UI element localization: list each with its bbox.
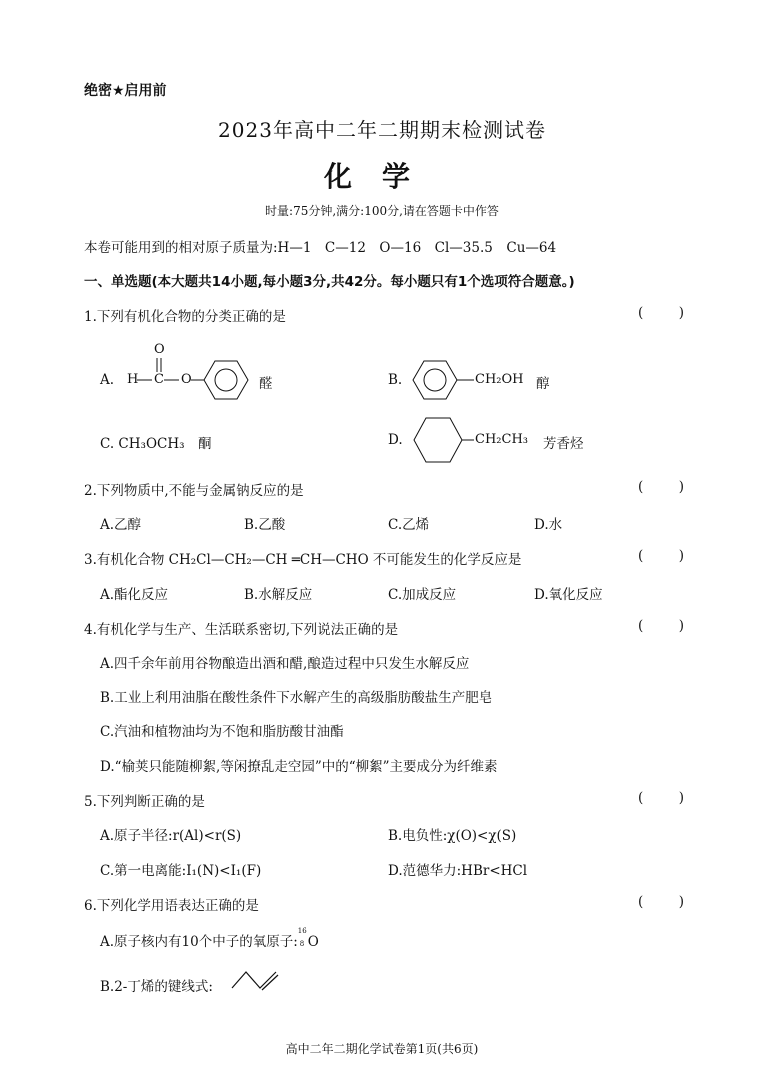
q1-d-class: 芳香烃 [543, 436, 584, 452]
q3-option-a: A.酯化反应 [100, 587, 169, 603]
q1-a-atom-o-carbonyl: O [154, 342, 165, 357]
q1-b-class: 醇 [536, 376, 550, 392]
subject-title: 化学 [323, 160, 440, 193]
q1-option-a-label: A. [100, 372, 115, 388]
q4-stem: 4.有机化学与生产、生活联系密切,下列说法正确的是 [84, 622, 399, 638]
q5-option-c: C.第一电离能:I₁(N)<I₁(F) [100, 863, 262, 879]
q2-option-b: B.乙酸 [244, 517, 286, 533]
q5-option-b: B.电负性:χ(O)<χ(S) [388, 828, 517, 844]
q1-option-b-label: B. [388, 372, 403, 388]
q4-option-a: A.四千余年前用谷物酿造出酒和醋,酿造过程中只发生水解反应 [100, 656, 470, 672]
q1-a-atom-h: H [127, 372, 139, 387]
q5-option-a: A.原子半径:r(Al)<r(S) [100, 828, 242, 844]
q1-a-class: 醛 [259, 376, 273, 392]
q3-option-c: C.加成反应 [388, 587, 457, 603]
q1-option-d-label: D. [388, 432, 403, 448]
q3-option-d: D.氧化反应 [534, 587, 603, 603]
q1-a-atom-c: C [154, 372, 164, 387]
q3-stem: 3.有机化合物 CH₂Cl—CH₂—CH ═CH—CHO 不可能发生的化学反应是 [84, 552, 522, 568]
page-footer: 高中二年二期化学试卷第1页(共6页) [285, 1042, 479, 1056]
confidential-label: 绝密★启用前 [84, 83, 167, 99]
q1-b-group: CH₂OH [475, 372, 524, 387]
q2-stem: 2.下列物质中,不能与金属钠反应的是 [84, 483, 304, 499]
atomic-mass-line: 本卷可能用到的相对原子质量为:H—1 C—12 O—16 Cl—35.5 Cu—64 [84, 240, 557, 256]
q1-stem: 1.下列有机化合物的分类正确的是 [84, 309, 286, 325]
q3-option-b: B.水解反应 [244, 587, 313, 603]
q1-answer-paren: ( ) [638, 305, 684, 321]
q4-option-c: C.汽油和植物油均为不饱和脂肪酸甘油酯 [100, 724, 344, 740]
exam-title: 2023年高中二年二期期末检测试卷 [218, 118, 546, 142]
q5-option-d: D.范德华力:HBr<HCl [388, 863, 528, 879]
q5-answer-paren: ( ) [638, 790, 684, 806]
q1-option-c: C. CH₃OCH₃ 酮 [100, 436, 212, 452]
q2-option-d: D.水 [534, 517, 563, 533]
q2-option-c: C.乙烯 [388, 517, 430, 533]
q6-stem: 6.下列化学用语表达正确的是 [84, 898, 259, 914]
q2-option-a: A.乙醇 [100, 517, 142, 533]
q4-option-b: B.工业上利用油脂在酸性条件下水解产生的高级脂肪酸盐生产肥皂 [100, 690, 493, 706]
q6-answer-paren: ( ) [638, 894, 684, 910]
q1-d-group: CH₂CH₃ [475, 432, 528, 447]
nuclide-notation: 16 8 [297, 927, 307, 948]
q5-stem: 5.下列判断正确的是 [84, 794, 205, 810]
q6-option-a: A.原子核内有10个中子的氧原子: 16 8 O [100, 927, 319, 950]
q1-a-atom-o-ester: O [181, 372, 192, 387]
q6-option-b-label: B.2-丁烯的键线式: [100, 979, 213, 995]
q3-answer-paren: ( ) [638, 548, 684, 564]
q2-answer-paren: ( ) [638, 479, 684, 495]
section-title: 一、单选题(本大题共14小题,每小题3分,共42分。每小题只有1个选项符合题意。) [84, 274, 575, 290]
q4-option-d: D.“榆荚只能随柳絮,等闲撩乱走空园”中的“柳絮”主要成分为纤维素 [100, 759, 498, 775]
time-info: 时量:75分钟,满分:100分,请在答题卡中作答 [265, 204, 499, 218]
q4-answer-paren: ( ) [638, 618, 684, 634]
